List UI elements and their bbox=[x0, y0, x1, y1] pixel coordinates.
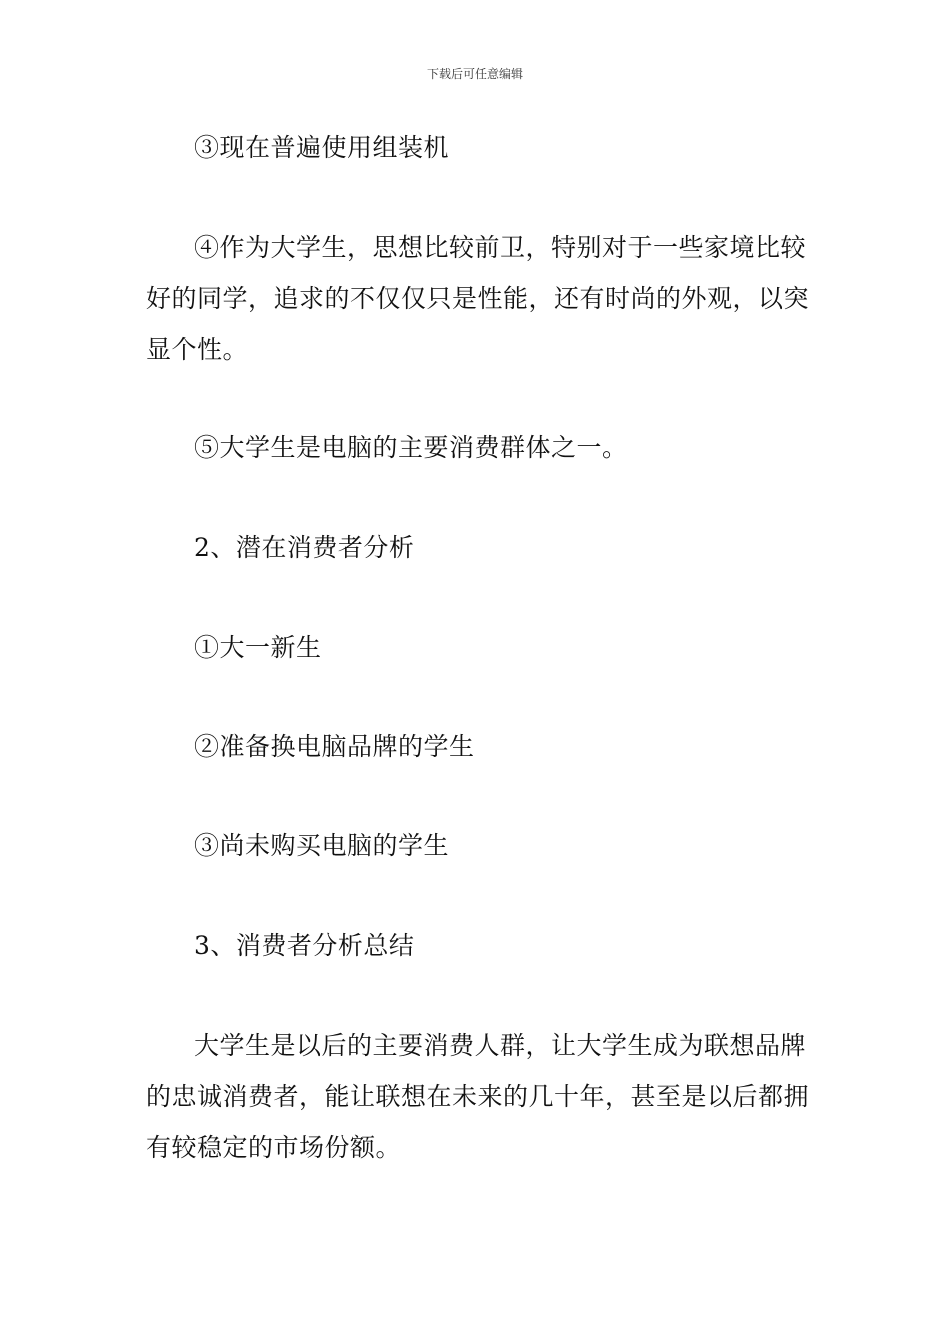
paragraph-item-1-freshmen: ①大一新生 bbox=[194, 633, 322, 662]
section-heading-summary: 3、消费者分析总结 bbox=[194, 931, 415, 960]
paragraph-item-3-not-purchased: ③尚未购买电脑的学生 bbox=[194, 831, 450, 860]
page-header-note: 下载后可任意编辑 bbox=[426, 67, 523, 81]
paragraph-item-5-main-consumers: ⑤大学生是电脑的主要消费群体之一。 bbox=[194, 433, 628, 462]
paragraph-item-3-assembled-pc: ③现在普遍使用组装机 bbox=[194, 133, 450, 162]
paragraph-summary-body: 大学生是以后的主要消费人群，让大学生成为联想品牌的忠诚消费者，能让联想在未来的几十年，甚至是以后都拥有较稳定的市场份额。 bbox=[146, 1031, 810, 1162]
paragraph-item-2-switching-brand: ②准备换电脑品牌的学生 bbox=[194, 732, 475, 761]
paragraph-item-4-fashion: ④作为大学生，思想比较前卫，特别对于一些家境比较好的同学，追求的不仅仅只是性能，还有时尚的外观，以突显个性。 bbox=[146, 233, 810, 364]
section-heading-potential-consumers: 2、潜在消费者分析 bbox=[194, 533, 415, 562]
